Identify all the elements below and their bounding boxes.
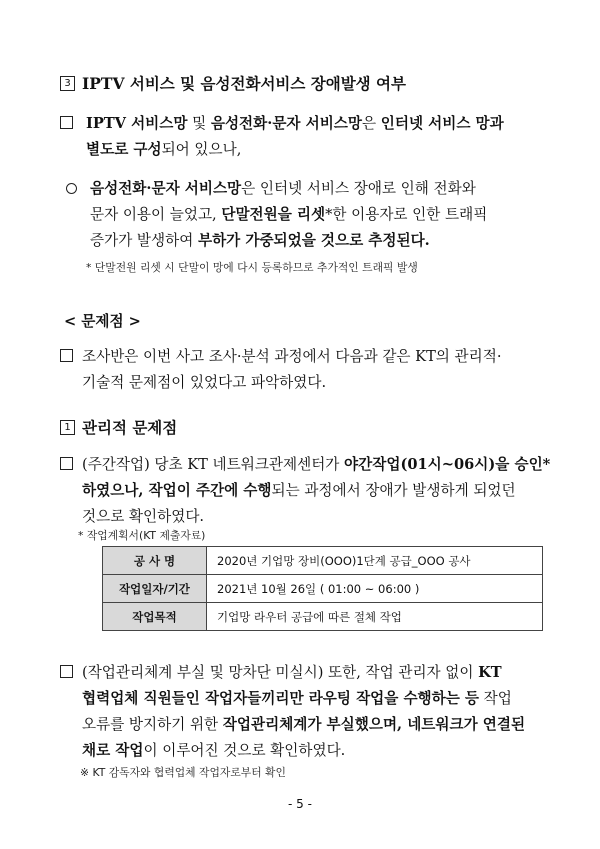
text-bold: 채로 작업 [82,742,144,759]
text-bold: 음성전화·문자 서비스망 [90,180,242,197]
text-bold: 별도로 구성 [86,141,162,158]
text: (주간작업) 당초 KT 네트워크관제센터가 [82,456,345,473]
footnote-reset: * 단말전원 리셋 시 단말이 망에 다시 등록하므로 추가적인 트래픽 발생 [86,261,418,274]
text-bold: 작업관리체계가 부실했으며, 네트워크가 연결된 [222,716,526,733]
text-bold: IPTV 서비스망 [86,115,188,132]
footnote-confirmation: ※ KT 감독자와 협력업체 작업자로부터 확인 [80,766,286,779]
text: 것으로 확인하였다. [82,508,205,525]
table-header-cell: 작업목적 [103,603,207,631]
text-bold: 협력업체 직원들인 작업자들끼리만 라우팅 작업을 수행하는 등 [82,690,480,707]
text: 작업 [479,690,512,707]
text-bold: 단말전원을 리셋 [221,206,326,223]
square-bullet-icon [60,665,73,678]
text: 및 [187,115,211,132]
work-plan-table [102,546,543,631]
table-cell: 2021년 10월 26일 ( 01:00 ~ 06:00 ) [207,575,543,603]
problem-heading: < 문제점 > [64,313,141,330]
text: 되는 과정에서 장애가 발생하게 되었던 [271,482,516,499]
paragraph-management-system [60,660,550,766]
text-bold: 야간작업(01시~06시)을 승인* [344,456,551,473]
section-title: IPTV 서비스 및 음성전화서비스 장애발생 여부 [82,74,406,93]
text: 은 [362,115,381,132]
text: 오류를 방지하기 위한 [82,716,223,733]
square-bullet-icon [60,457,73,470]
table-header-cell: 작업일자/기간 [103,575,207,603]
text: 문자 이용이 늘었고, [90,206,222,223]
table-row [103,603,543,631]
circle-bullet-icon [66,183,77,194]
text: *한 이용자로 인한 트래픽 [325,206,488,223]
paragraph-daytime-work [60,452,550,532]
text: 이 이루어진 것으로 확인하였다. [143,742,346,759]
table-header-cell: 공 사 명 [103,547,207,575]
square-bullet-icon [60,349,73,362]
text: 은 인터넷 서비스 장애로 인해 전화와 [241,180,476,197]
paragraph-iptv [60,111,550,167]
page-number: - 5 - [288,797,312,811]
text-bold: 인터넷 서비스 망과 [380,115,504,132]
section-heading-3 [60,72,406,94]
table-row [103,575,543,603]
paragraph-voice-service [66,176,556,256]
text: 되어 있으나, [161,141,242,158]
text: (작업관리체계 부실 및 망차단 미실시) 또한, 작업 관리자 없이 [82,664,479,681]
text-bold: 음성전화·문자 서비스망 [210,115,362,132]
footnote-work-plan: * 작업계획서(KT 제출자료) [78,529,206,542]
table-row [103,547,543,575]
text-bold: KT [478,664,502,681]
table-cell: 기업망 라우터 공급에 따른 절체 작업 [207,603,543,631]
text: 기술적 문제점이 있었다고 파악하였다. [82,374,327,391]
square-bullet-icon [60,116,73,129]
text: 조사반은 이번 사고 조사·분석 과정에서 다음과 같은 KT의 관리적· [82,348,502,365]
text-bold: 하였으나, 작업이 주간에 수행 [82,482,272,499]
section-heading-1 [60,416,177,438]
text-bold: 부하가 가중되었을 것으로 추정된다. [197,232,430,249]
section-number-box: 3 [60,76,75,91]
section-title: 관리적 문제점 [82,418,178,437]
paragraph-findings [60,344,550,400]
section-number-box: 1 [60,420,75,435]
table-cell: 2020년 기업망 장비(OOO)1단계 공급_OOO 공사 [207,547,543,575]
text: 증가가 발생하여 [90,232,198,249]
